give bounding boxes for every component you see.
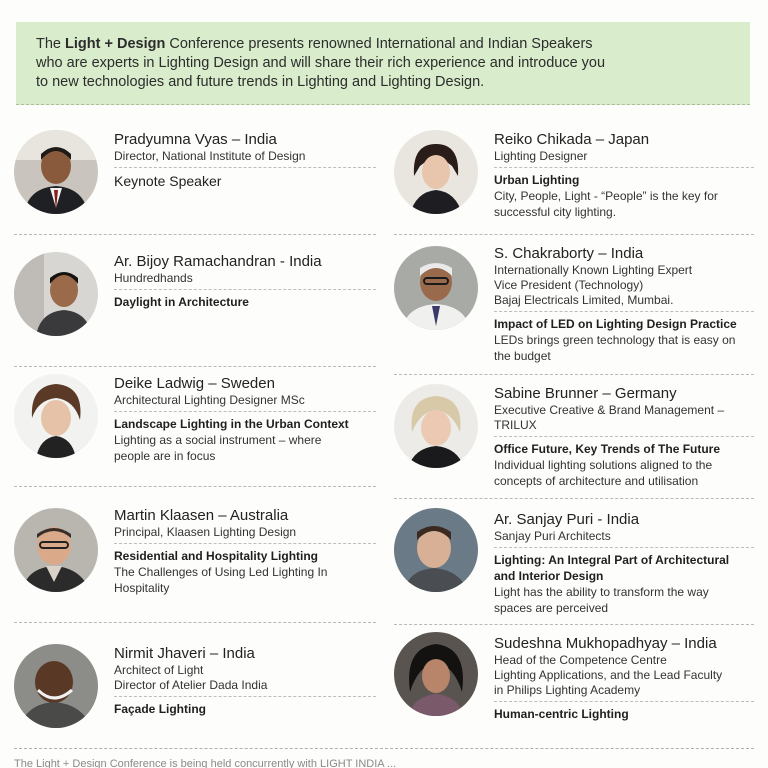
speaker-name: Sabine Brunner – Germany — [494, 385, 677, 402]
speaker-role: Architect of Light — [114, 663, 204, 677]
speaker-name: S. Chakraborty – India — [494, 245, 644, 262]
speaker-role: Lighting Applications, and the Lead Faculty — [494, 668, 723, 682]
intro-line-1: Conference presents renowned International and Indian Speakers — [165, 36, 593, 52]
speaker-name: Ar. Sanjay Puri - India — [494, 511, 640, 528]
speaker-photo — [14, 508, 98, 592]
talk-description: the budget — [494, 349, 551, 363]
section-divider — [14, 234, 376, 235]
speaker-name: Deike Ladwig – Sweden — [114, 375, 275, 392]
speaker-role: Executive Creative & Brand Management – — [494, 403, 725, 417]
speaker-photo — [14, 252, 98, 336]
talk-description: spaces are perceived — [494, 601, 609, 615]
talk-description: Lighting as a social instrument – where — [114, 433, 322, 447]
talk-description: LEDs brings green technology that is easy on — [494, 333, 736, 347]
section-divider — [394, 624, 754, 625]
divider — [494, 436, 754, 437]
section-divider — [14, 622, 376, 623]
talk-description: Hospitality — [114, 581, 170, 595]
speaker-role: Principal, Klaasen Lighting Design — [114, 525, 297, 539]
divider — [114, 696, 376, 697]
speaker-name: Ar. Bijoy Ramachandran - India — [114, 253, 322, 270]
speaker-photo — [14, 644, 98, 728]
talk-topic: Lighting: An Integral Part of Architectural — [494, 553, 730, 567]
talk-description: City, People, Light - “People” is the key for — [494, 189, 718, 203]
divider — [114, 543, 376, 544]
talk-description: people are in focus — [114, 449, 216, 463]
speaker-role: Director, National Institute of Design — [114, 149, 306, 163]
speaker-name: Nirmit Jhaveri – India — [114, 645, 255, 662]
talk-description: concepts of architecture and utilisation — [494, 474, 699, 488]
talk-topic: Residential and Hospitality Lighting — [114, 549, 319, 563]
talk-topic: Façade Lighting — [114, 702, 207, 716]
divider — [114, 167, 376, 168]
speaker-photo — [394, 130, 478, 214]
divider — [114, 411, 376, 412]
speaker-role: Lighting Designer — [494, 149, 588, 163]
speaker-role: in Philips Lighting Academy — [494, 683, 641, 697]
talk-topic: Impact of LED on Lighting Design Practice — [494, 317, 737, 331]
talk-description: The Challenges of Using Led Lighting In — [114, 565, 328, 579]
footer-text: The Light + Design Conference is being held concurrently with LIGHT INDIA ... — [14, 758, 397, 768]
talk-description: successful city lighting. — [494, 205, 617, 219]
speaker-photo — [14, 130, 98, 214]
speaker-role: Director of Atelier Dada India — [114, 678, 268, 692]
speaker-name: Reiko Chikada – Japan — [494, 131, 650, 148]
section-divider — [14, 366, 376, 367]
speaker-name: Martin Klaasen – Australia — [114, 507, 289, 524]
speaker-role: Sanjay Puri Architects — [494, 529, 611, 543]
section-divider — [394, 374, 754, 375]
talk-description: Light has the ability to transform the way — [494, 585, 709, 599]
speaker-role: Head of the Competence Centre — [494, 653, 667, 667]
speaker-role: Vice President (Technology) — [494, 278, 644, 292]
talk-topic: Daylight in Architecture — [114, 295, 249, 309]
talk-topic: Landscape Lighting in the Urban Context — [114, 417, 349, 431]
section-divider — [14, 486, 376, 487]
speaker-role: Hundredhands — [114, 271, 193, 285]
speaker-name: Sudeshna Mukhopadhyay – India — [494, 635, 717, 652]
conference-brand: Light + Design — [65, 36, 166, 52]
intro-text — [36, 35, 736, 92]
speaker-role: Architectural Lighting Designer MSc — [114, 393, 305, 407]
speaker-role: Internationally Known Lighting Expert — [494, 263, 693, 277]
keynote-label: Keynote Speaker — [114, 173, 222, 189]
talk-topic: Human-centric Lighting — [494, 707, 629, 721]
speaker-photo — [394, 384, 478, 468]
talk-topic: Urban Lighting — [494, 173, 580, 187]
divider — [114, 289, 376, 290]
footer-divider — [14, 748, 754, 749]
talk-topic: and Interior Design — [494, 569, 604, 583]
divider — [494, 701, 754, 702]
section-divider — [394, 234, 754, 235]
speaker-photo — [394, 632, 478, 716]
intro-line-2: who are experts in Lighting Design and will share their rich experience and introduce you — [36, 55, 606, 71]
speaker-role: Bajaj Electricals Limited, Mumbai. — [494, 293, 674, 307]
divider — [494, 167, 754, 168]
section-divider — [394, 498, 754, 499]
intro-banner — [16, 22, 750, 105]
intro-pre: The — [36, 36, 66, 52]
speaker-role: TRILUX — [494, 418, 537, 432]
speaker-name: Pradyumna Vyas – India — [114, 131, 277, 148]
divider — [494, 311, 754, 312]
divider — [494, 547, 754, 548]
intro-line-3: to new technologies and future trends in Lighting and Lighting Design. — [36, 74, 485, 90]
speaker-photo — [394, 508, 478, 592]
talk-description: Individual lighting solutions aligned to the — [494, 458, 713, 472]
speaker-photo — [14, 374, 98, 458]
talk-topic: Office Future, Key Trends of The Future — [494, 442, 721, 456]
speaker-photo — [394, 246, 478, 330]
